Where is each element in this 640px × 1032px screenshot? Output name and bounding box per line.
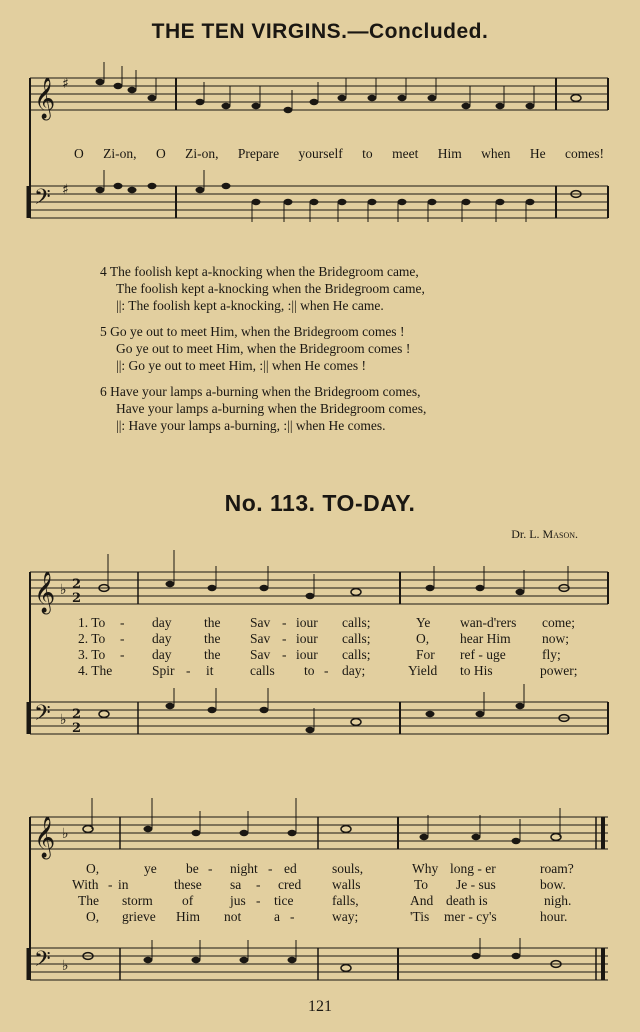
verse-number: 6 bbox=[100, 384, 107, 399]
verse-5 bbox=[100, 323, 560, 374]
lyric-word: - bbox=[208, 861, 213, 876]
lyric-word: long - er bbox=[450, 861, 496, 876]
lyric-word: day bbox=[152, 631, 172, 646]
lyric-word: the bbox=[204, 647, 221, 662]
verse-number: 4 bbox=[100, 264, 107, 279]
lyric-word: fly; bbox=[542, 647, 561, 662]
lyric-word: - bbox=[256, 893, 261, 908]
lyric-line bbox=[78, 663, 578, 679]
svg-text:2: 2 bbox=[72, 577, 82, 592]
lyric-word: falls, bbox=[332, 893, 359, 908]
lyric-word: in bbox=[118, 877, 129, 892]
lyric-word: - bbox=[186, 663, 191, 678]
lyric-word: come; bbox=[542, 615, 575, 630]
svg-text:♭: ♭ bbox=[60, 582, 67, 598]
lyric-line bbox=[78, 631, 569, 647]
page-number: 121 bbox=[308, 998, 332, 1015]
lyric-word: iour bbox=[296, 631, 318, 646]
lyric-word: - bbox=[120, 615, 125, 630]
verse-6 bbox=[100, 383, 560, 434]
lyric-word: day; bbox=[342, 663, 366, 678]
svg-text:𝄞: 𝄞 bbox=[34, 572, 56, 613]
lyric-word: To bbox=[414, 877, 429, 892]
lyric-word: day bbox=[152, 615, 172, 630]
lyric-word: jus bbox=[230, 893, 246, 908]
composer-name: Mason. bbox=[542, 527, 578, 541]
lyric-word: 3. To bbox=[78, 647, 106, 662]
lyric-word: hour. bbox=[540, 909, 568, 924]
lyric-word: mer - cy's bbox=[444, 909, 497, 924]
lyric-word: ye bbox=[144, 861, 157, 876]
lyric-word: souls, bbox=[332, 861, 364, 876]
lyric-word: now; bbox=[542, 631, 569, 646]
svg-text:♭: ♭ bbox=[62, 958, 69, 974]
lyric-word: to His bbox=[460, 663, 493, 678]
lyric-word: power; bbox=[540, 663, 578, 678]
verse-text: Have your lamps a-burning when the Bridegroom comes, bbox=[110, 384, 421, 399]
lyric-word: to bbox=[362, 146, 373, 161]
lyric-word: For bbox=[416, 647, 435, 662]
lyric-word: O bbox=[155, 146, 166, 161]
lyric-word: to bbox=[304, 663, 315, 678]
lyric-word: comes! bbox=[564, 146, 604, 161]
lyric-word: - bbox=[120, 631, 125, 646]
verse-line: ||: Have your lamps a-burning, :|| when He comes. bbox=[116, 418, 386, 433]
lyric-word: hear Him bbox=[460, 631, 511, 646]
lyric-word: nigh. bbox=[544, 893, 572, 908]
lyric-word: calls bbox=[250, 663, 275, 678]
lyric-word: sa bbox=[230, 877, 242, 892]
lyric-word: it bbox=[206, 663, 214, 678]
svg-text:𝄞: 𝄞 bbox=[34, 78, 56, 119]
lyric-word: He bbox=[529, 146, 546, 161]
lyric-word: Him bbox=[437, 146, 462, 161]
verse-line bbox=[100, 383, 560, 400]
lyric-word: - bbox=[290, 909, 295, 924]
lyric-word: - bbox=[282, 631, 287, 646]
svg-text:♯: ♯ bbox=[62, 76, 69, 92]
svg-text:𝄞: 𝄞 bbox=[34, 817, 56, 858]
lyric-word: Sav bbox=[250, 631, 271, 646]
svg-text:𝄢: 𝄢 bbox=[34, 947, 51, 977]
lyric-word: death is bbox=[446, 893, 488, 908]
svg-text:♯: ♯ bbox=[62, 182, 69, 198]
lyric-word: yourself bbox=[298, 146, 343, 161]
svg-text:♭: ♭ bbox=[62, 826, 69, 842]
lyric-word: Sav bbox=[250, 615, 271, 630]
lyric-line bbox=[74, 146, 604, 162]
verse-4 bbox=[100, 263, 560, 314]
composer-prefix: Dr. L. bbox=[511, 527, 543, 541]
lyric-word: Yield bbox=[408, 663, 438, 678]
verse-line bbox=[100, 263, 560, 280]
composer-credit bbox=[511, 527, 578, 542]
lyric-word: ref - uge bbox=[460, 647, 506, 662]
lyric-word: not bbox=[224, 909, 242, 924]
lyric-word: cred bbox=[278, 877, 302, 892]
verse-line: Have your lamps a-burning when the Bridegroom comes, bbox=[116, 401, 427, 416]
lyric-word: - bbox=[108, 877, 113, 892]
lyric-word: wan-d'rers bbox=[460, 615, 517, 630]
lyric-word: Je - sus bbox=[456, 877, 496, 892]
lyric-word: the bbox=[204, 615, 221, 630]
lyric-word: - bbox=[120, 647, 125, 662]
lyric-word: 1. To bbox=[78, 615, 106, 630]
lyric-word: walls bbox=[332, 877, 361, 892]
lyric-word: a bbox=[274, 909, 280, 924]
lyric-word: And bbox=[410, 893, 434, 908]
verse-line: The foolish kept a-knocking when the Bridegroom came, bbox=[116, 281, 425, 296]
lyric-word: Sav bbox=[250, 647, 271, 662]
lyric-word: Ye bbox=[416, 615, 431, 630]
lyric-word: ed bbox=[284, 861, 297, 876]
lyric-word: calls; bbox=[342, 647, 371, 662]
lyric-word: iour bbox=[296, 615, 318, 630]
lyric-word: calls; bbox=[342, 631, 371, 646]
lyric-word: Zi-on, bbox=[185, 146, 219, 161]
verse-line: ||: The foolish kept a-knocking, :|| when He came. bbox=[116, 298, 384, 313]
lyric-word: 2. To bbox=[78, 631, 106, 646]
svg-text:𝄢: 𝄢 bbox=[34, 185, 51, 215]
lyric-word: - bbox=[256, 877, 261, 892]
lyric-word: bow. bbox=[540, 877, 566, 892]
lyric-word: night bbox=[230, 861, 258, 876]
verse-number: 5 bbox=[100, 324, 107, 339]
lyric-word: calls; bbox=[342, 615, 371, 630]
lyric-word: The bbox=[78, 893, 99, 908]
lyric-word: 4. The bbox=[78, 663, 113, 678]
lyric-word: - bbox=[324, 663, 329, 678]
lyric-word: Spir bbox=[152, 663, 175, 678]
lyric-word: way; bbox=[332, 909, 359, 924]
lyric-word: of bbox=[182, 893, 194, 908]
lyric-word: Prepare bbox=[237, 146, 280, 161]
verse-line: ||: Go ye out to meet Him, :|| when He comes ! bbox=[116, 358, 367, 373]
svg-text:2: 2 bbox=[72, 591, 82, 606]
lyric-word: Him bbox=[176, 909, 201, 924]
verse-text: Go ye out to meet Him, when the Bridegroom comes ! bbox=[110, 324, 405, 339]
lyric-word: when bbox=[481, 146, 511, 161]
lyric-word: be bbox=[186, 861, 199, 876]
lyric-word: O bbox=[74, 146, 84, 161]
page-title: THE TEN VIRGINS.—Concluded. bbox=[151, 20, 489, 43]
lyric-word: - bbox=[282, 615, 287, 630]
svg-text:♭: ♭ bbox=[60, 712, 67, 728]
lyric-word: Why bbox=[412, 861, 439, 876]
verse-line: Go ye out to meet Him, when the Bridegroom comes ! bbox=[116, 341, 411, 356]
lyric-line bbox=[78, 647, 561, 663]
lyric-word: Zi-on, bbox=[103, 146, 137, 161]
svg-text:𝄢: 𝄢 bbox=[34, 701, 51, 731]
lyric-word: tice bbox=[274, 893, 294, 908]
hymn-title: No. 113. TO-DAY. bbox=[224, 490, 416, 516]
lyric-word: 'Tis bbox=[410, 909, 430, 924]
svg-text:2: 2 bbox=[72, 707, 82, 722]
lyric-word: - bbox=[268, 861, 273, 876]
lyric-line bbox=[78, 615, 575, 631]
lyric-word: O, bbox=[86, 909, 100, 924]
lyric-word: O, bbox=[86, 861, 100, 876]
lyric-word: these bbox=[174, 877, 202, 892]
verse-text: The foolish kept a-knocking when the Bridegroom came, bbox=[109, 264, 419, 279]
lyric-word: roam? bbox=[540, 861, 574, 876]
lyric-word: - bbox=[282, 647, 287, 662]
verse-line bbox=[100, 323, 560, 340]
lyric-word: iour bbox=[296, 647, 318, 662]
lyric-word: grieve bbox=[122, 909, 156, 924]
music-system-ten-virgins bbox=[0, 55, 640, 235]
svg-text:2: 2 bbox=[72, 721, 82, 736]
lyric-word: storm bbox=[122, 893, 153, 908]
lyric-word: meet bbox=[392, 146, 419, 161]
lyric-word: O, bbox=[416, 631, 430, 646]
lyric-word: day bbox=[152, 647, 172, 662]
lyric-word: the bbox=[204, 631, 221, 646]
lyric-word: With bbox=[72, 877, 99, 892]
